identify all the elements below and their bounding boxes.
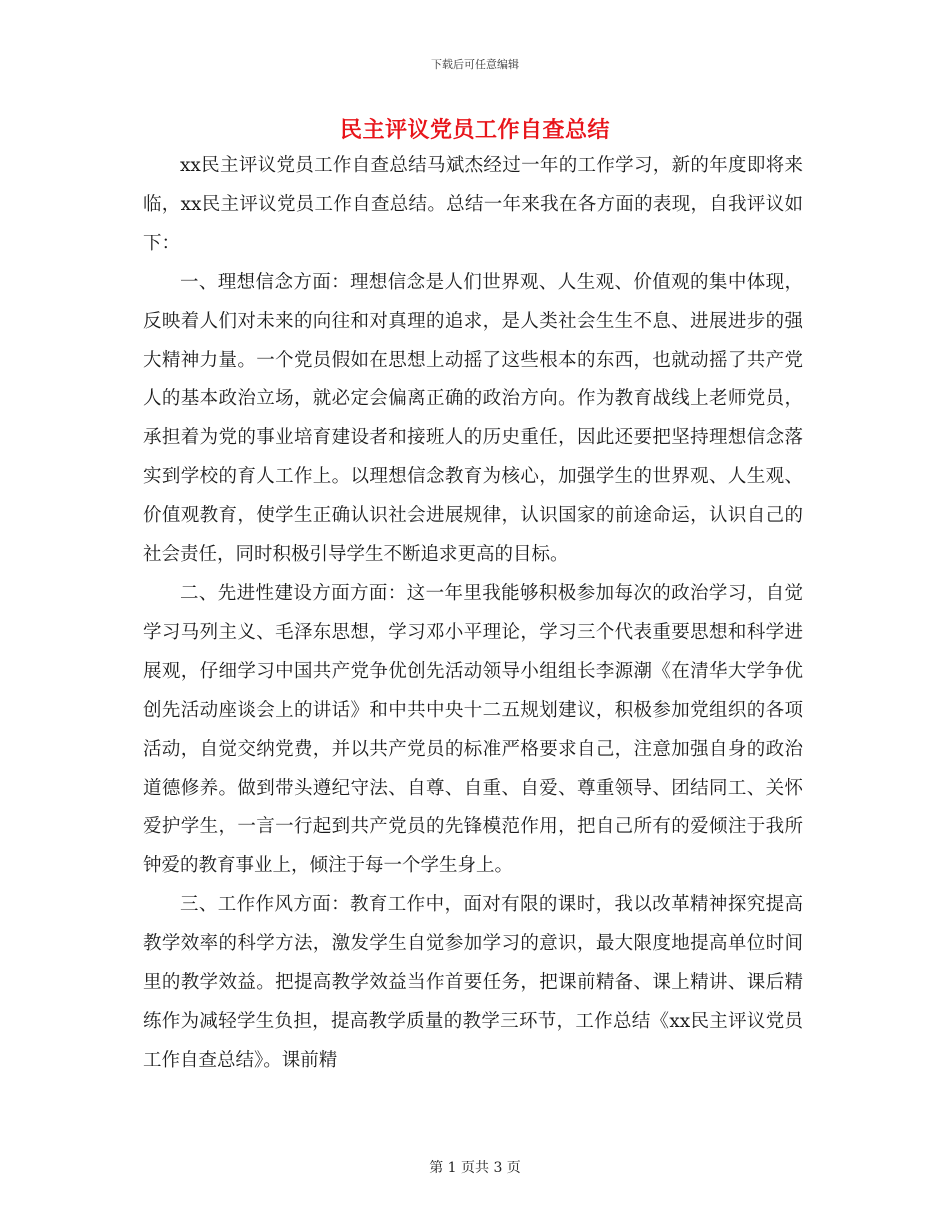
page-number: 第 1 页共 3 页 <box>429 1160 521 1176</box>
document-body <box>143 147 803 1081</box>
paragraph-intro: xx民主评议党员工作自查总结马斌杰经过一年的工作学习，新的年度即将来临，xx民主评议党员工作自查总结。总结一年来我在各方面的表现，自我评议如下： <box>143 155 803 254</box>
document-title: 民主评议党员工作自查总结 <box>339 118 610 143</box>
paragraph-advanced-construction: 二、先进性建设方面方面：这一年里我能够积极参加每次的政治学习，自觉学习马列主义、毛泽东思想，学习邓小平理论，学习三个代表重要思想和科学进展观，仔细学习中国共产党争优创先活动领导小组组长李源潮《在清华大学争优创先活动座谈会上的讲话》和中共中央十二五规划建议，积极参加党组织的各项活动，自觉交纳党费，并以共产党员的标准严格要求自己，注意加强自身的政治道德修养。做到带头遵纪守法、自尊、自重、自爱、尊重领导、团结同工、关怀爱护学生，一言一行起到共产党员的先锋模范作用，把自己所有的爱倾注于我所钟爱的教育事业上，倾注于每一个学生身上。 <box>143 582 803 877</box>
header-note: 下载后可任意编辑 <box>431 58 519 71</box>
paragraph-ideals: 一、理想信念方面：理想信念是人们世界观、人生观、价值观的集中体现，反映着人们对未来的向往和对真理的追求，是人类社会生生不息、进展进步的强大精神力量。一个党员假如在思想上动摇了这些根本的东西，也就动摇了共产党人的基本政治立场，就必定会偏离正确的政治方向。作为教育战线上老师党员，承担着为党的事业培育建设者和接班人的历史重任，因此还要把坚持理想信念落实到学校的育人工作上。以理想信念教育为核心，加强学生的世界观、人生观、价值观教育，使学生正确认识社会进展规律，认识国家的前途命运，认识自己的社会责任，同时积极引导学生不断追求更高的目标。 <box>143 271 803 566</box>
paragraph-work-style: 三、工作作风方面：教育工作中，面对有限的课时，我以改革精神探究提高教学效率的科学方法，激发学生自觉参加学习的意识，最大限度地提高单位时间里的教学效益。把提高教学效益当作首要任务，把课前精备、课上精讲、课后精练作为减轻学生负担，提高教学质量的教学三环节，工作总结《xx民主评议党员工作自查总结》。课前精 <box>143 894 803 1071</box>
